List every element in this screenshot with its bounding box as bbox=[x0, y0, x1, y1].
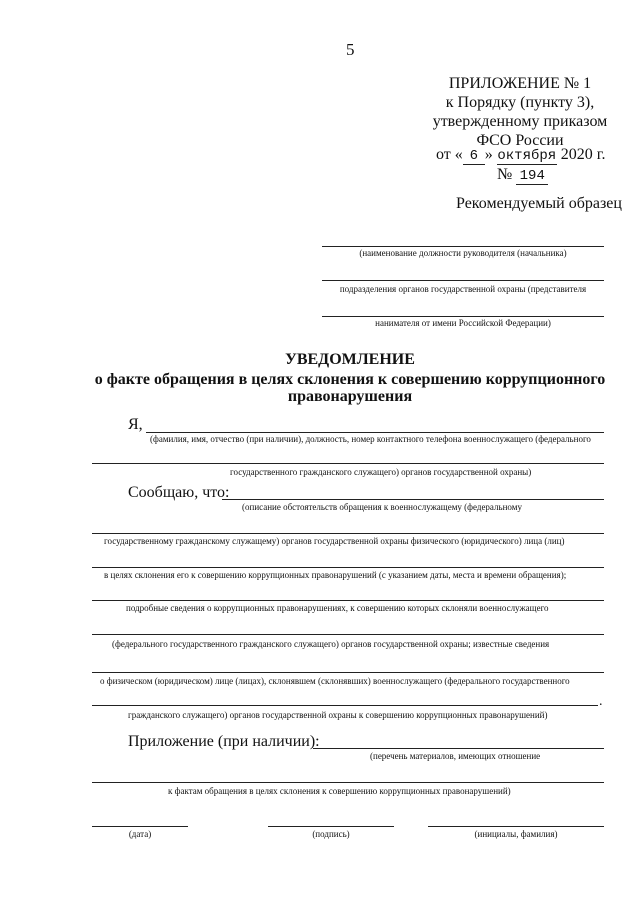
notice-subtitle-2: правонарушения bbox=[287, 388, 413, 405]
page-number: 5 bbox=[346, 40, 355, 59]
appendix-date bbox=[436, 146, 606, 165]
recommended-sample: Рекомендуемый образец bbox=[456, 195, 622, 212]
report-caption-5: (федерального государственного гражданского служащего) органов государственной охраны; известные сведения bbox=[112, 639, 550, 649]
report-caption-2: государственному гражданскому служащему) органов государственной охраны физического (юридического) лица (лиц) bbox=[104, 536, 565, 546]
declarant-line-1[interactable] bbox=[146, 432, 604, 433]
signature-caption: (подпись) bbox=[312, 829, 350, 839]
addressee-caption-2: подразделения органов государственной охраны (представителя bbox=[339, 284, 587, 294]
declarant-line-2[interactable] bbox=[92, 463, 604, 464]
attachment-caption-2: к фактам обращения в целях склонения к совершению коррупционных правонарушений) bbox=[168, 786, 511, 796]
number-prefix: № bbox=[497, 166, 513, 183]
declarant-caption-1: (фамилия, имя, отчество (при наличии), должность, номер контактного телефона военнослужащего (федерального bbox=[150, 434, 591, 444]
signature-line[interactable] bbox=[268, 826, 394, 827]
attachment-label: Приложение (при наличии): bbox=[128, 733, 320, 750]
appendix-title: ПРИЛОЖЕНИЕ № 1 bbox=[448, 75, 592, 92]
date-day: 6 bbox=[463, 148, 485, 165]
attachment-caption-1: (перечень материалов, имеющих отношение bbox=[370, 751, 541, 761]
appendix-line4: ФСО России bbox=[476, 132, 564, 149]
addressee-line-3[interactable] bbox=[322, 316, 604, 317]
report-caption-7: гражданского служащего) органов государственной охраны к совершению коррупционных правонарушений) bbox=[128, 710, 548, 720]
report-label: Сообщаю, что: bbox=[128, 484, 230, 501]
addressee-line-1[interactable] bbox=[322, 246, 604, 247]
appendix-line2: к Порядку (пункту 3), bbox=[445, 94, 595, 111]
attachment-line-1[interactable] bbox=[313, 748, 604, 749]
addressee-caption-3: нанимателя от имени Российской Федерации) bbox=[375, 318, 551, 328]
notice-subtitle-1: о факте обращения в целях склонения к совершению коррупционного bbox=[94, 371, 606, 388]
number-value: 194 bbox=[516, 168, 548, 185]
addressee-caption-1: (наименование должности руководителя (начальника) bbox=[359, 248, 567, 258]
attachment-line-2[interactable] bbox=[92, 782, 604, 783]
date-caption: (дата) bbox=[128, 829, 152, 839]
appendix-line3: утвержденному приказом bbox=[432, 113, 608, 130]
report-line-6[interactable] bbox=[92, 672, 604, 673]
report-caption-3: в целях склонения его к совершению коррупционных правонарушений (с указанием даты, места и времени обращения); bbox=[104, 570, 567, 580]
report-line-2[interactable] bbox=[92, 533, 604, 534]
appendix-number bbox=[497, 166, 548, 185]
report-caption-1: (описание обстоятельств обращения к военнослужащему (федеральному bbox=[242, 502, 522, 512]
date-year: 2020 г. bbox=[560, 146, 606, 163]
date-line[interactable] bbox=[92, 826, 188, 827]
date-mid: » bbox=[484, 146, 493, 163]
report-caption-4: подробные сведения о коррупционных правонарушениях, к совершению которых склоняли военнослужащего bbox=[126, 603, 549, 613]
name-line[interactable] bbox=[428, 826, 604, 827]
report-line-1[interactable] bbox=[222, 499, 604, 500]
report-caption-6: о физическом (юридическом) лице (лицах), склонявшем (склонявших) военнослужащего (федерального государственного bbox=[100, 676, 570, 686]
notice-title: УВЕДОМЛЕНИЕ bbox=[285, 351, 415, 368]
report-line-3[interactable] bbox=[92, 567, 604, 568]
report-line-7[interactable] bbox=[92, 705, 598, 706]
declarant-label: Я, bbox=[128, 416, 143, 433]
date-prefix: от « bbox=[436, 146, 463, 163]
date-month: октября bbox=[497, 148, 557, 164]
report-end-dot: . bbox=[599, 694, 603, 709]
addressee-line-2[interactable] bbox=[322, 280, 604, 281]
name-caption: (инициалы, фамилия) bbox=[474, 829, 558, 839]
report-line-5[interactable] bbox=[92, 634, 604, 635]
declarant-caption-2: государственного гражданского служащего) органов государственной охраны) bbox=[230, 467, 532, 477]
report-line-4[interactable] bbox=[92, 600, 604, 601]
